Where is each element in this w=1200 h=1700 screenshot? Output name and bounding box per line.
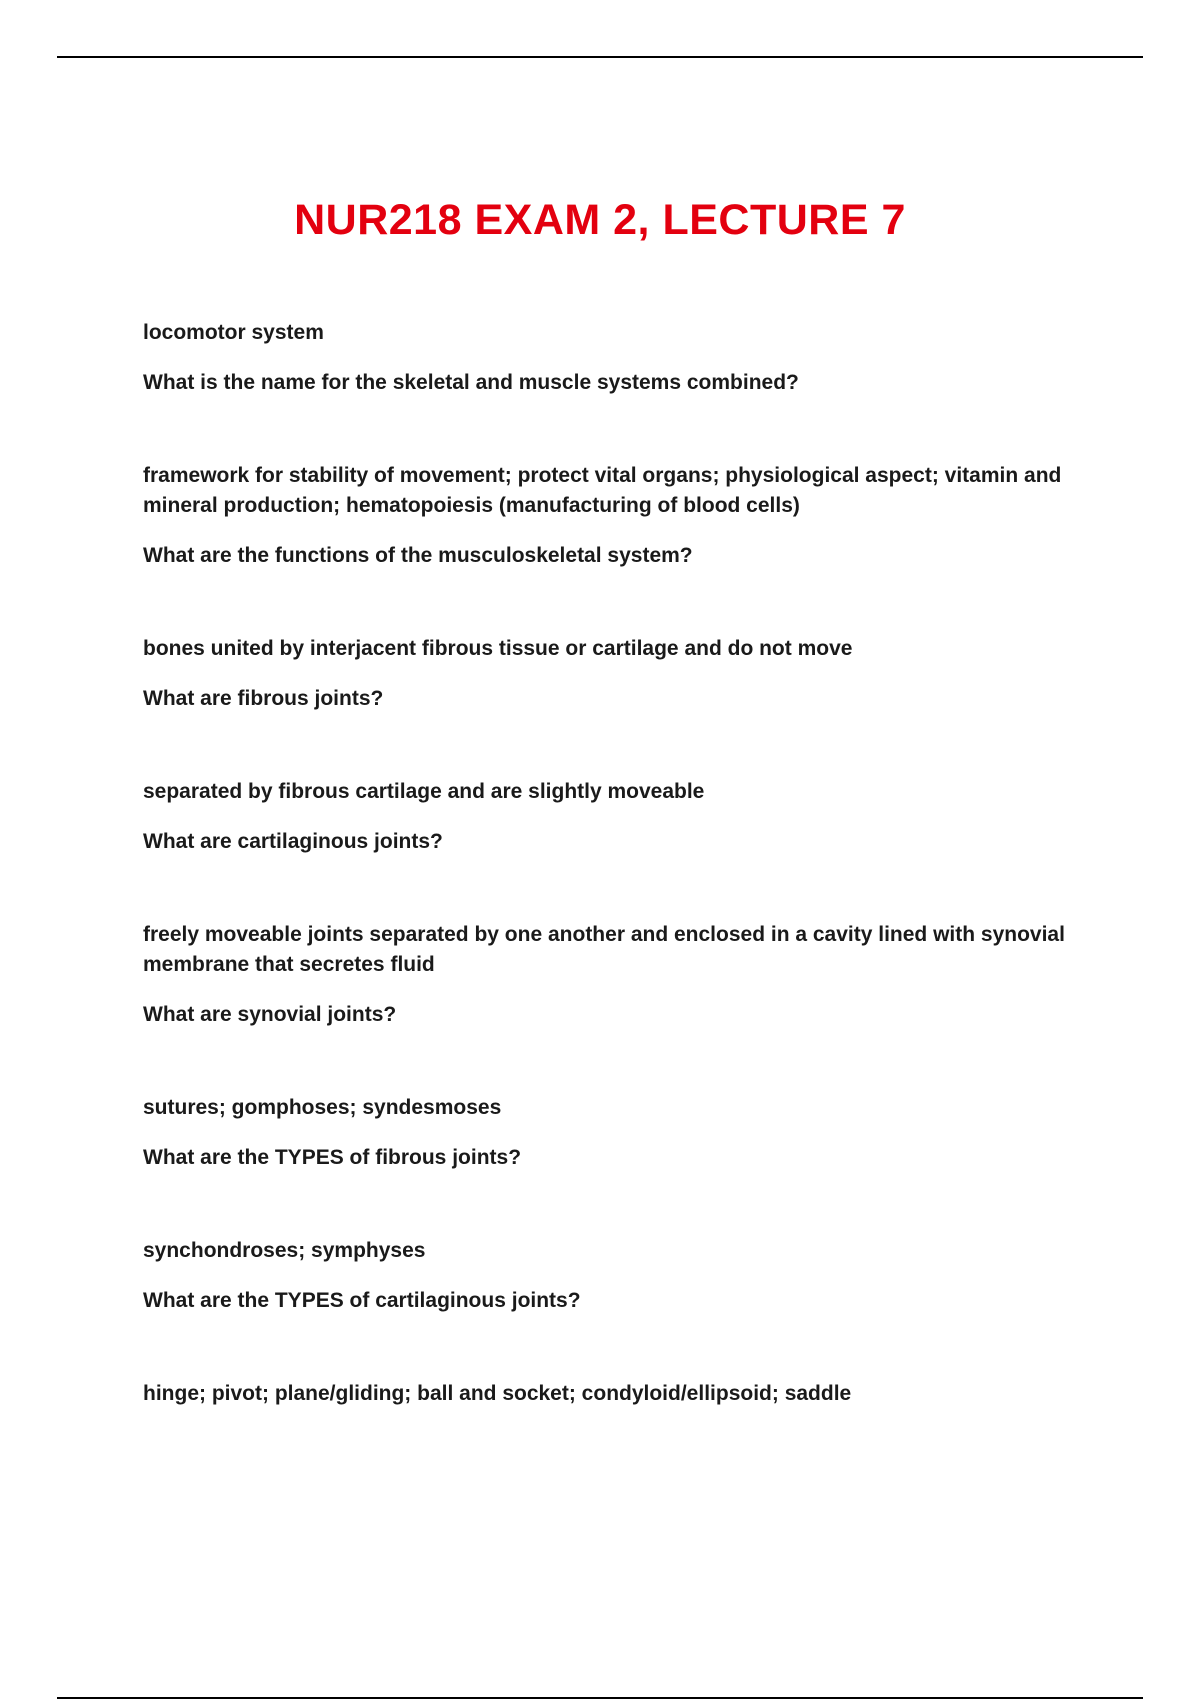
flashcard	[143, 1236, 1093, 1316]
flashcard-answer: hinge; pivot; plane/gliding; ball and socket; condyloid/ellipsoid; saddle	[143, 1382, 852, 1405]
flashcard-question: What is the name for the skeletal and muscle systems combined?	[143, 371, 799, 394]
flashcard-answer: sutures; gomphoses; syndesmoses	[143, 1096, 502, 1119]
flashcard-answer: bones united by interjacent fibrous tissue or cartilage and do not move	[143, 637, 853, 660]
flashcard-question: What are synovial joints?	[143, 1003, 397, 1026]
flashcard-question: What are the TYPES of fibrous joints?	[143, 1146, 522, 1169]
flashcard-answer: separated by fibrous cartilage and are slightly moveable	[143, 780, 705, 803]
flashcard-answer: freely moveable joints separated by one another and enclosed in a cavity lined with synovial membrane that secretes fluid	[143, 923, 1065, 976]
flashcard-question: What are fibrous joints?	[143, 687, 384, 710]
flashcard-question: What are cartilaginous joints?	[143, 830, 443, 853]
flashcard-answer: framework for stability of movement; protect vital organs; physiological aspect; vitamin and mineral production; hematopoiesis (manufacturing of blood cells)	[143, 464, 1062, 517]
bottom-divider	[57, 1697, 1143, 1699]
flashcard-answer: synchondroses; symphyses	[143, 1239, 426, 1262]
flashcard	[143, 920, 1093, 1030]
flashcard	[143, 777, 1093, 857]
flashcard-list	[143, 318, 1093, 1409]
flashcard-question: What are the TYPES of cartilaginous joints?	[143, 1289, 581, 1312]
page-title: NUR218 EXAM 2, LECTURE 7	[294, 196, 906, 244]
flashcard-answer: locomotor system	[143, 321, 324, 344]
flashcard	[143, 318, 1093, 398]
flashcard	[143, 461, 1093, 571]
top-divider	[57, 56, 1143, 58]
flashcard	[143, 634, 1093, 714]
flashcard-question: What are the functions of the musculoskeletal system?	[143, 544, 693, 567]
flashcard	[143, 1093, 1093, 1173]
flashcard	[143, 1379, 1093, 1409]
